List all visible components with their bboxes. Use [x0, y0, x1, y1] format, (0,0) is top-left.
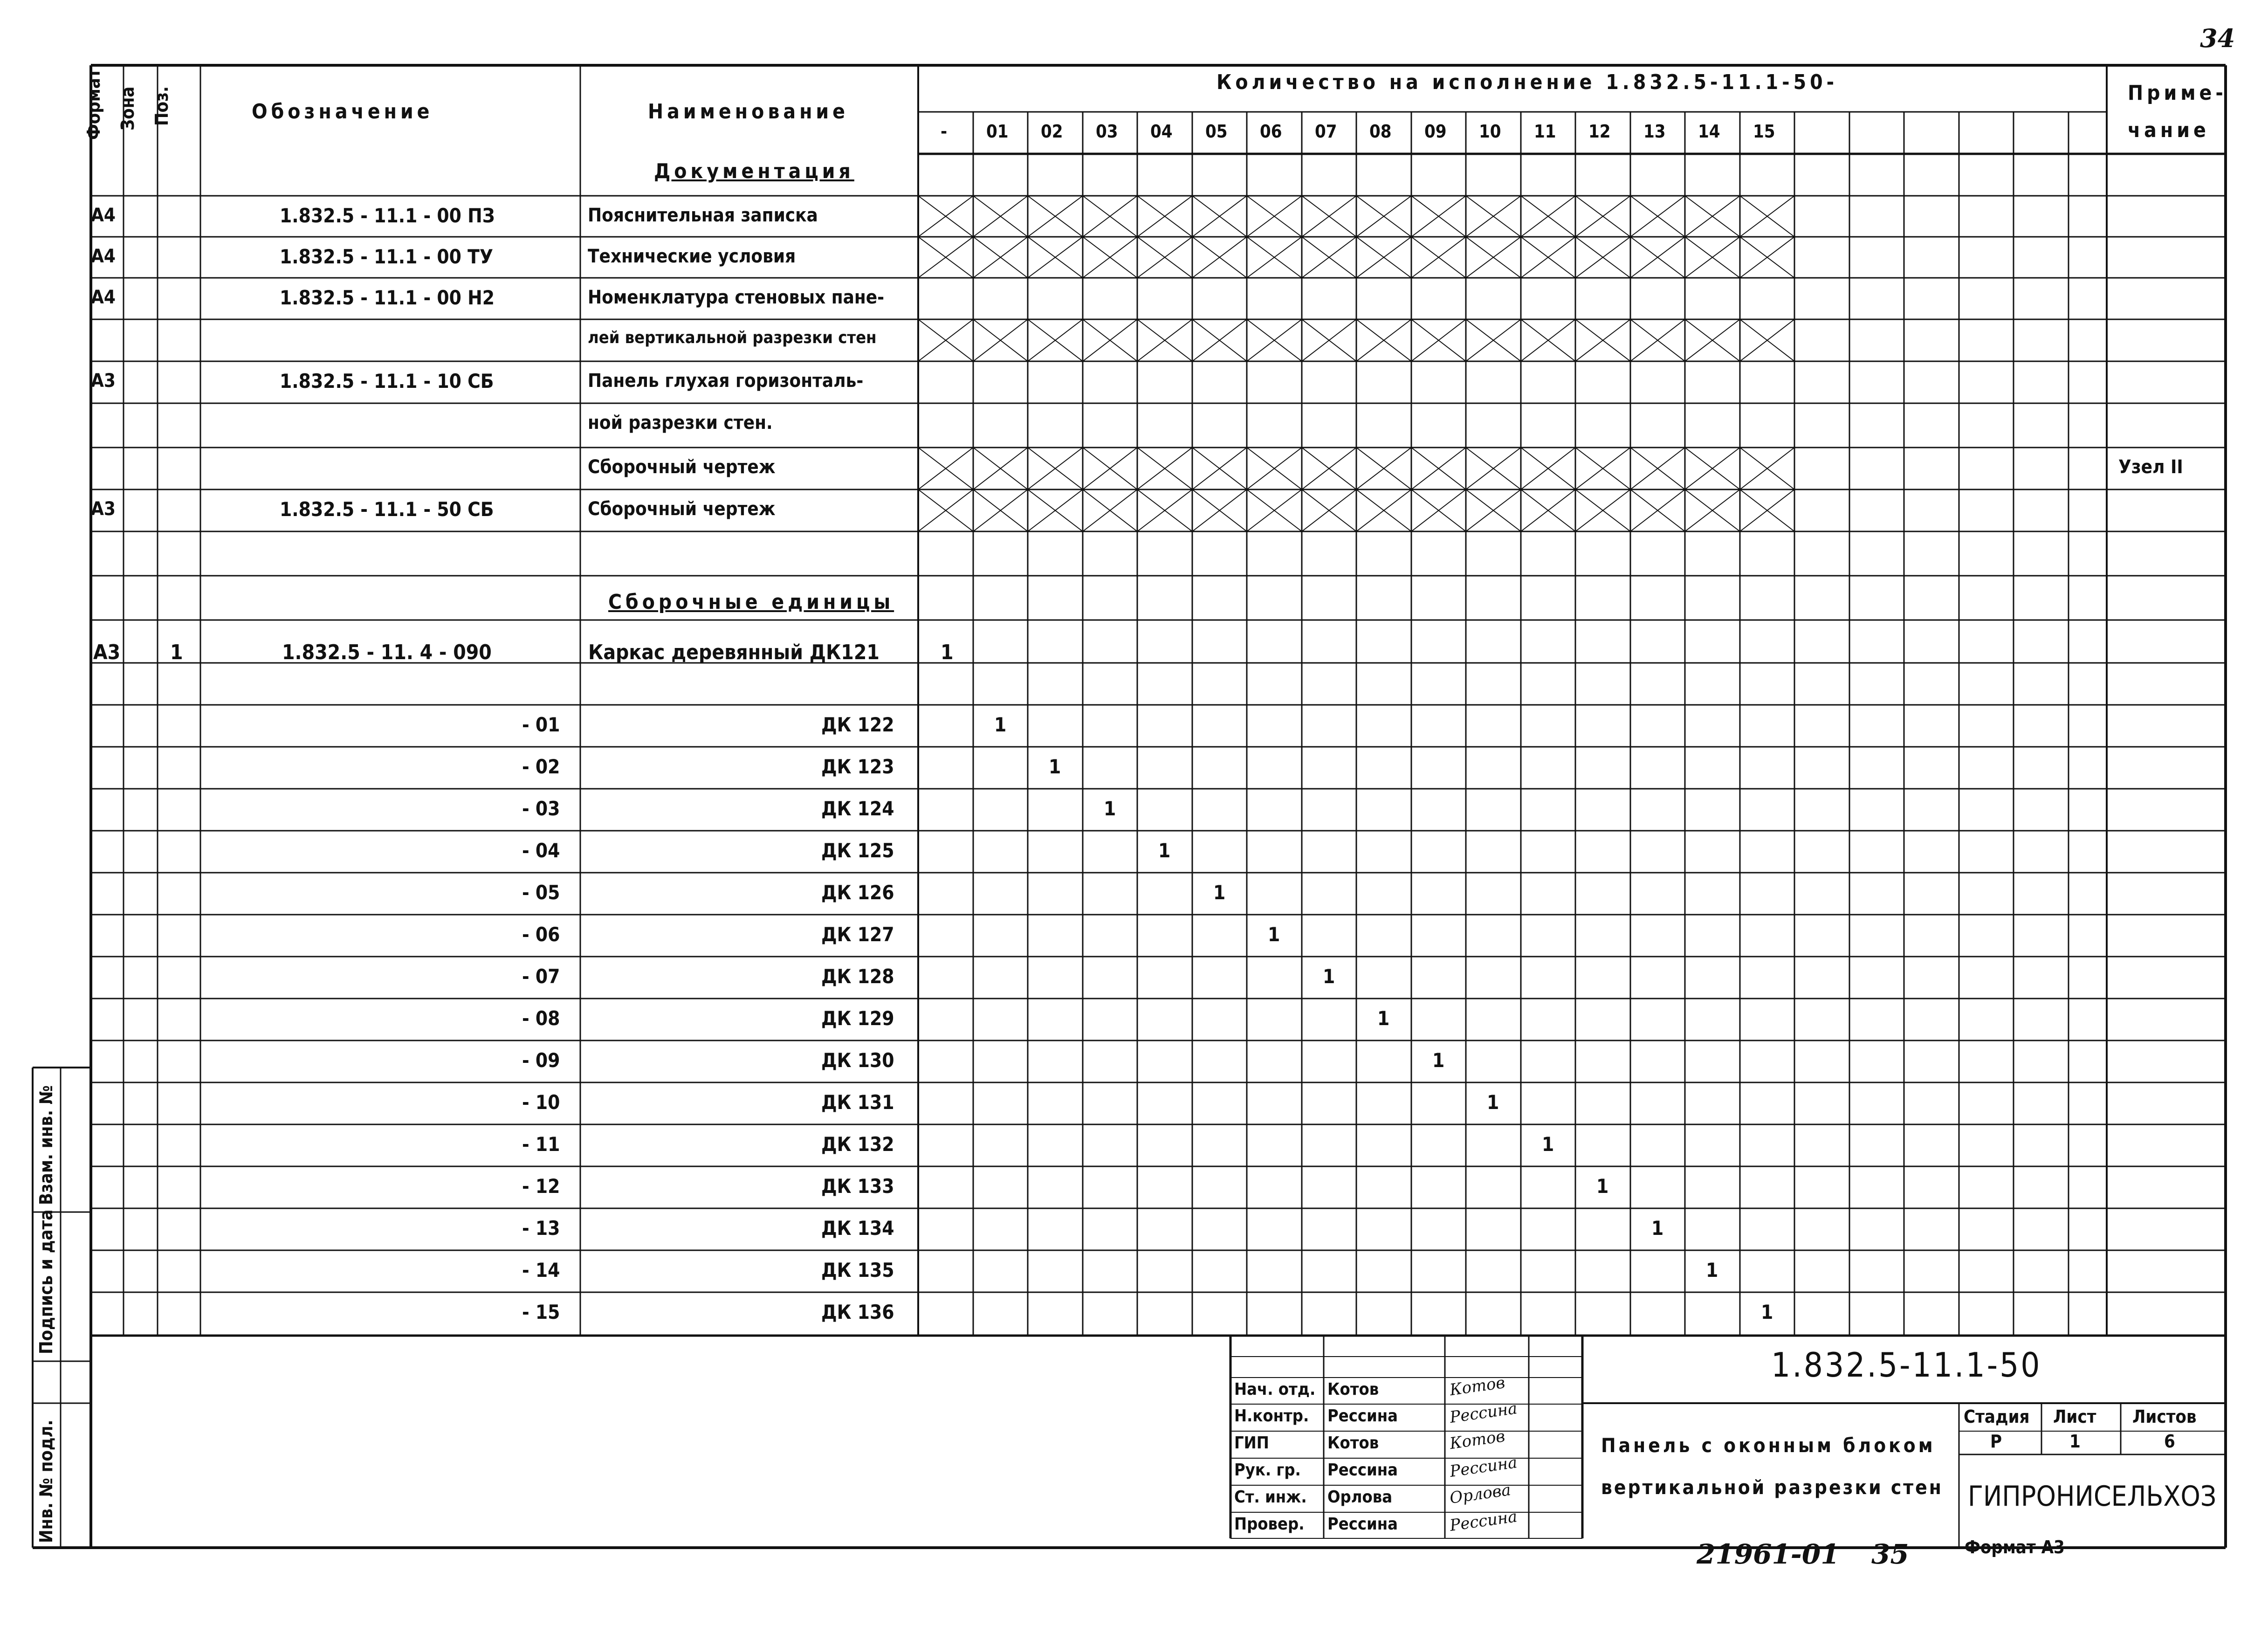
variant-header-14: 14 — [1698, 121, 1720, 142]
variant-header-04: 04 — [1150, 121, 1173, 142]
variant-name: ДК 124 — [821, 797, 894, 820]
variant-header-13: 13 — [1643, 121, 1666, 142]
row-format: А3 — [91, 370, 116, 392]
signer-role: Ст. инж. — [1234, 1488, 1307, 1507]
variant-name: ДК 123 — [821, 755, 894, 778]
header-zone: Зона — [117, 86, 138, 131]
signer-role: Н.контр. — [1234, 1406, 1309, 1426]
variant-header-12: 12 — [1588, 121, 1611, 142]
variant-qty: 1 — [1158, 839, 1171, 862]
variant-designation: - 11 — [522, 1133, 560, 1156]
row-designation: 1.832.5 - 11.1 - 00 ПЗ — [280, 204, 495, 227]
header-name: Наименование — [648, 100, 849, 124]
stamp-sign-date: Подпись и дата — [36, 1209, 56, 1354]
signer-signature: Рессина — [1448, 1507, 1519, 1535]
footer-page: 35 — [1871, 1538, 1909, 1570]
section-documentation: Документация — [654, 159, 854, 183]
variant-designation: - 05 — [522, 881, 560, 904]
row-designation: 1.832.5 - 11.1 - 10 СБ — [280, 370, 494, 393]
variant-designation: - 01 — [522, 713, 560, 736]
row-name: Пояснительная записка — [588, 205, 818, 226]
variant-name: ДК 125 — [821, 839, 894, 862]
signer-role: Рук. гр. — [1234, 1461, 1301, 1480]
assembly-format: А3 — [93, 641, 121, 664]
variant-header-base: - — [941, 121, 948, 142]
header-note-2: чание — [2128, 118, 2210, 142]
variant-qty: 1 — [994, 713, 1007, 736]
variant-name: ДК 134 — [821, 1217, 894, 1240]
footer-format: Формат А3 — [1965, 1537, 2065, 1557]
variant-qty: 1 — [1432, 1049, 1445, 1072]
variant-qty: 1 — [1213, 881, 1226, 904]
variant-name: ДК 130 — [821, 1049, 894, 1072]
variant-header-15: 15 — [1753, 121, 1775, 142]
row-designation: 1.832.5 - 11.1 - 00 ТУ — [280, 245, 494, 268]
variant-header-06: 06 — [1260, 121, 1282, 142]
assembly-pos: 1 — [170, 641, 183, 664]
row-format: А3 — [91, 498, 116, 520]
variant-header-05: 05 — [1205, 121, 1228, 142]
variant-designation: - 09 — [522, 1049, 560, 1072]
row-name: ной разрезки стен. — [588, 412, 773, 434]
header-note-1: Приме- — [2128, 81, 2227, 105]
row-designation: 1.832.5 - 11.1 - 50 СБ — [280, 498, 494, 521]
assembly-qty: 1 — [941, 641, 954, 664]
page-number: 34 — [2200, 23, 2235, 53]
variant-designation: - 06 — [522, 923, 560, 946]
signer-signature: Котов — [1448, 1426, 1506, 1454]
signer-name: Котов — [1327, 1380, 1379, 1399]
row-name: Технические условия — [588, 246, 796, 267]
assembly-name: Каркас деревянный ДК121 — [588, 641, 880, 664]
signer-name: Рессина — [1327, 1406, 1398, 1426]
variant-name: ДК 133 — [821, 1175, 894, 1198]
variant-name: ДК 131 — [821, 1091, 894, 1114]
variant-qty: 1 — [1761, 1301, 1773, 1323]
variant-header-02: 02 — [1041, 121, 1063, 142]
variant-header-09: 09 — [1424, 121, 1447, 142]
variant-header-07: 07 — [1315, 121, 1337, 142]
inventory-number: 21961-01 — [1697, 1538, 1840, 1570]
organization: ГИПРОНИСЕЛЬХОЗ — [1968, 1480, 2217, 1513]
variant-designation: - 03 — [522, 797, 560, 820]
header-quantity-title: Количество на исполнение 1.832.5-11.1-50- — [1216, 70, 1838, 94]
title-line-1: Панель с оконным блоком — [1601, 1434, 1936, 1457]
variant-qty: 1 — [1651, 1217, 1664, 1240]
variant-designation: - 08 — [522, 1007, 560, 1030]
header-designation: Обозначение — [252, 100, 433, 124]
sheets-value: 6 — [2164, 1431, 2175, 1452]
sheet-value: 1 — [2069, 1431, 2081, 1452]
variant-designation: - 14 — [522, 1259, 560, 1282]
variant-designation: - 12 — [522, 1175, 560, 1198]
variant-header-08: 08 — [1369, 121, 1392, 142]
signer-role: Нач. отд. — [1234, 1380, 1316, 1399]
variant-qty: 1 — [1542, 1133, 1554, 1156]
row-format: А4 — [91, 205, 116, 226]
variant-name: ДК 136 — [821, 1301, 894, 1323]
variant-header-01: 01 — [986, 121, 1009, 142]
variant-designation: - 13 — [522, 1217, 560, 1240]
row-name: Сборочный чертеж — [588, 456, 776, 478]
variant-designation: - 15 — [522, 1301, 560, 1323]
variant-designation: - 04 — [522, 839, 560, 862]
variant-name: ДК 127 — [821, 923, 894, 946]
variant-name: ДК 122 — [821, 713, 894, 736]
signer-name: Котов — [1327, 1433, 1379, 1453]
sheet-label: Лист — [2053, 1406, 2096, 1427]
variant-qty: 1 — [1323, 965, 1335, 988]
signer-signature: Рессина — [1448, 1453, 1519, 1481]
variant-qty: 1 — [1706, 1259, 1718, 1282]
row-name: Панель глухая горизонталь- — [588, 370, 864, 392]
signer-name: Рессина — [1327, 1515, 1398, 1534]
variant-name: ДК 132 — [821, 1133, 894, 1156]
signer-name: Рессина — [1327, 1461, 1398, 1480]
variant-qty: 1 — [1104, 797, 1116, 820]
signer-signature: Котов — [1448, 1373, 1506, 1400]
variant-qty: 1 — [1377, 1007, 1390, 1030]
sheets-label: Листов — [2132, 1406, 2197, 1427]
signer-role: Провер. — [1234, 1515, 1305, 1534]
row-designation: 1.832.5 - 11.1 - 00 Н2 — [280, 286, 495, 309]
header-pos: Поз. — [151, 86, 172, 126]
row-name: Сборочный чертеж — [588, 498, 776, 520]
row-format: А4 — [91, 246, 116, 267]
row-format: А4 — [91, 287, 116, 308]
variant-name: ДК 135 — [821, 1259, 894, 1282]
doc-code: 1.832.5-11.1-50 — [1771, 1345, 2042, 1385]
variant-header-10: 10 — [1479, 121, 1501, 142]
variant-designation: - 07 — [522, 965, 560, 988]
variant-header-03: 03 — [1096, 121, 1118, 142]
variant-header-11: 11 — [1534, 121, 1556, 142]
section-assemblies: Сборочные единицы — [608, 590, 894, 614]
assembly-designation: 1.832.5 - 11. 4 - 090 — [282, 641, 492, 664]
signer-role: ГИП — [1234, 1433, 1269, 1453]
row-name: Номенклатура стеновых пане- — [588, 287, 885, 308]
variant-qty: 1 — [1049, 755, 1061, 778]
stage-label: Стадия — [1964, 1406, 2030, 1427]
variant-qty: 1 — [1268, 923, 1280, 946]
variant-designation: - 10 — [522, 1091, 560, 1114]
variant-designation: - 02 — [522, 755, 560, 778]
variant-qty: 1 — [1487, 1091, 1499, 1114]
header-format: Формат — [83, 69, 104, 140]
signer-signature: Орлова — [1448, 1481, 1512, 1508]
row-note: Узел II — [2118, 456, 2183, 478]
title-line-2: вертикальной разрезки стен — [1601, 1476, 1943, 1499]
variant-name: ДК 129 — [821, 1007, 894, 1030]
variant-name: ДК 126 — [821, 881, 894, 904]
signer-name: Орлова — [1327, 1488, 1393, 1507]
stamp-replaced-inv: Взам. инв. № — [36, 1085, 56, 1205]
stage-value: Р — [1990, 1431, 2002, 1452]
signer-signature: Рессина — [1448, 1399, 1519, 1427]
row-name: лей вертикальной разрезки стен — [588, 328, 877, 347]
stamp-inv-orig: Инв. № подл. — [36, 1419, 56, 1543]
variant-qty: 1 — [1596, 1175, 1609, 1198]
variant-name: ДК 128 — [821, 965, 894, 988]
